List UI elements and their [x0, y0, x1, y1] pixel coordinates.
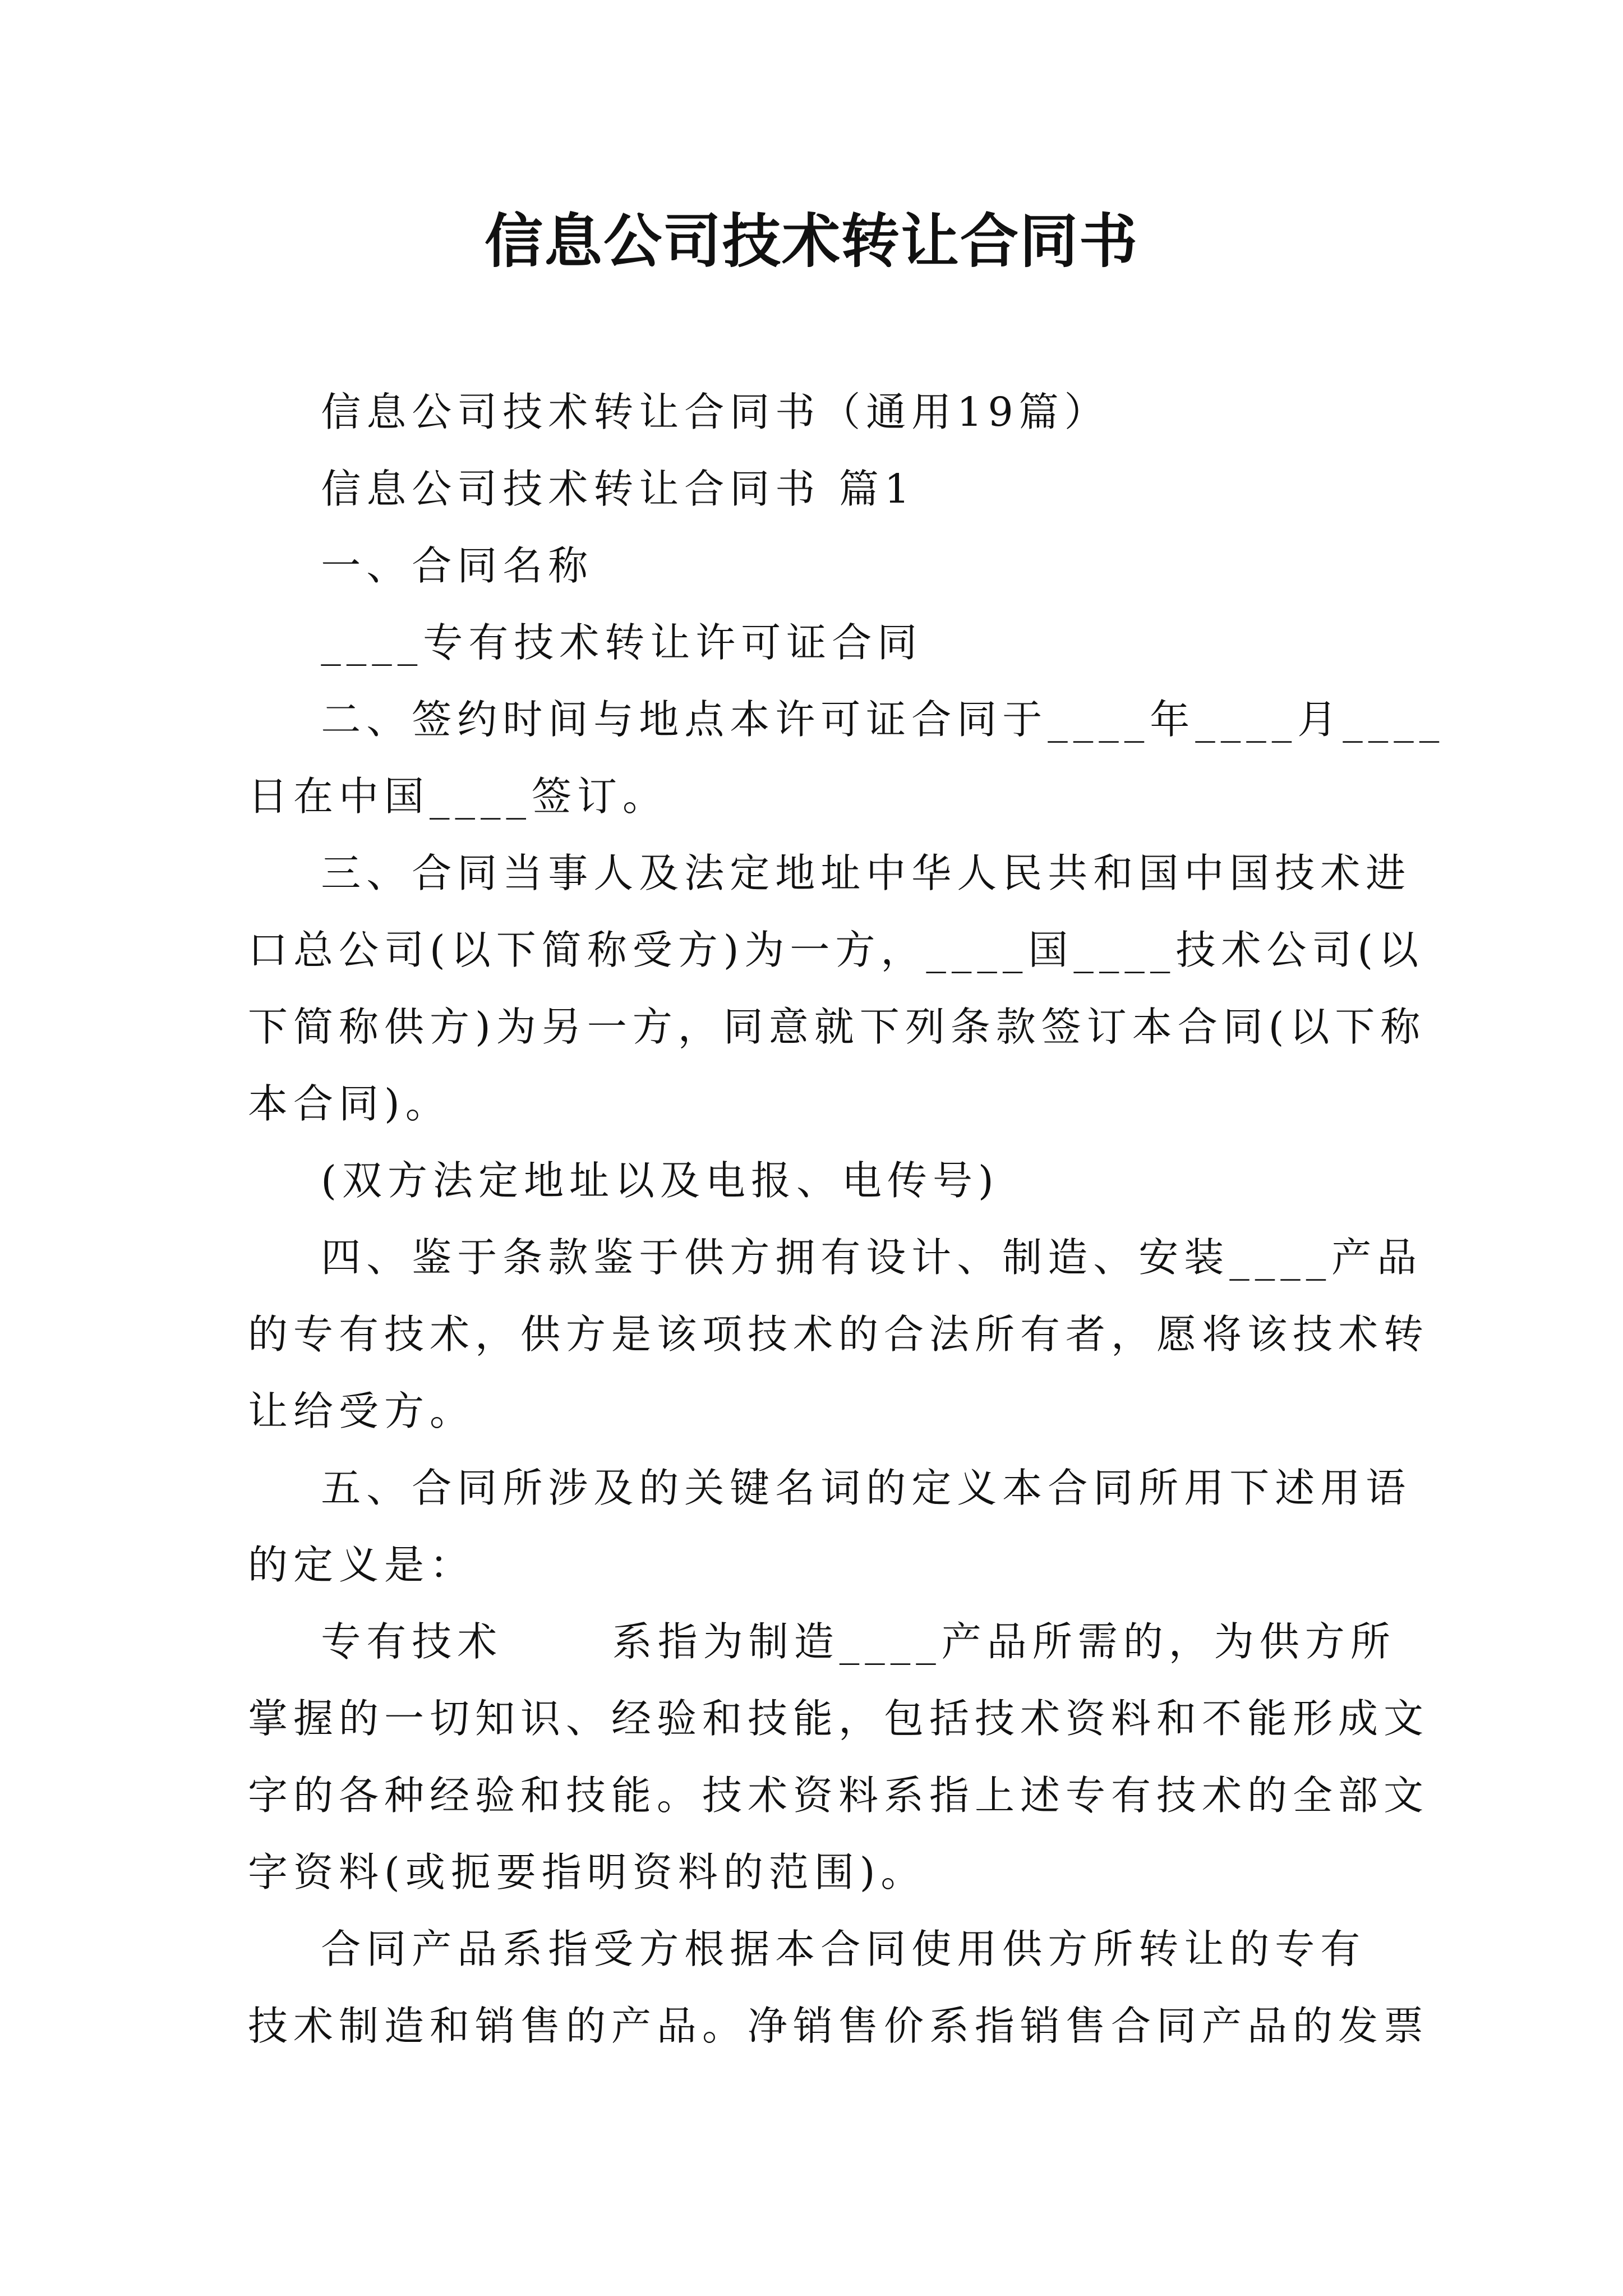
body-line: 专有技术 系指为制造____产品所需的，为供方所: [248, 1618, 1396, 1665]
body-line: ____专有技术转让许可证合同: [248, 619, 923, 666]
body-line: 五、合同所涉及的关键名词的定义本合同所用下述用语: [248, 1465, 1412, 1511]
body-line: 让给受方。: [248, 1388, 476, 1434]
body-line: 字的各种经验和技能。技术资料系指上述专有技术的全部文: [248, 1772, 1430, 1819]
body-line: 的专有技术，供方是该项技术的合法所有者，愿将该技术转: [248, 1311, 1430, 1358]
body-line: 信息公司技术转让合同书（通用19篇）: [248, 389, 1110, 435]
body-line: 掌握的一切知识、经验和技能，包括技术资料和不能形成文: [248, 1695, 1430, 1742]
body-line: 信息公司技术转让合同书 篇1: [248, 466, 916, 512]
body-line: 字资料(或扼要指明资料的范围)。: [248, 1849, 926, 1895]
body-line: (双方法定地址以及电报、电传号): [248, 1157, 999, 1204]
body-line: 本合同)。: [248, 1080, 451, 1127]
body-line: 三、合同当事人及法定地址中华人民共和国中国技术进: [248, 850, 1412, 896]
body-line: 口总公司(以下简称受方)为一方，____国____技术公司(以: [248, 927, 1424, 973]
body-line: 的定义是：: [248, 1542, 476, 1588]
body-line: 技术制造和销售的产品。净销售价系指销售合同产品的发票: [248, 2003, 1430, 2049]
document-title: 信息公司技术转让合同书: [484, 207, 1138, 275]
body-line: 二、签约时间与地点本许可证合同于____年____月____: [248, 696, 1445, 743]
body-line: 日在中国____签订。: [248, 773, 668, 820]
body-line: 合同产品系指受方根据本合同使用供方所转让的专有: [248, 1926, 1366, 1972]
body-line: 四、鉴于条款鉴于供方拥有设计、制造、安装____产品: [248, 1234, 1423, 1281]
body-line: 一、合同名称: [248, 542, 594, 589]
body-line: 下简称供方)为另一方，同意就下列条款签订本合同(以下称: [248, 1004, 1426, 1050]
